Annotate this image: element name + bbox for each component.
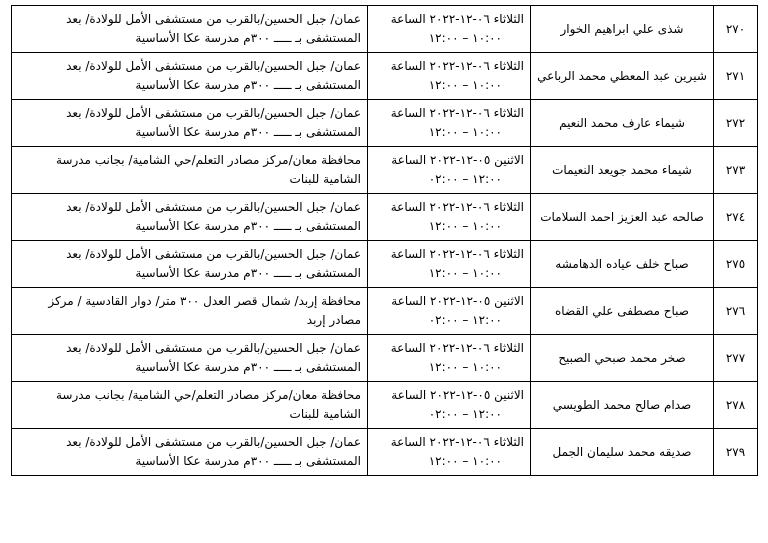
roster-body	[12, 6, 758, 476]
exam-datetime	[368, 335, 531, 382]
location-line-1: محافظة معان/مركز مصادر التعلم/حي الشامية/ بجانب مدرسة	[55, 388, 361, 402]
exam-datetime	[368, 6, 531, 53]
exam-location	[12, 194, 368, 241]
location-line-2: المستشفى بـ ـــــ ٣٠٠م مدرسة عكا الأساسية	[135, 219, 361, 233]
location-line-2: الشامية للبنات	[289, 407, 361, 421]
location-line-2: المستشفى بـ ـــــ ٣٠٠م مدرسة عكا الأساسية	[135, 360, 361, 374]
exam-datetime	[368, 429, 531, 476]
exam-date: الثلاثاء ٠٦-١٢-٢٠٢٢ الساعة	[390, 12, 524, 26]
exam-time: ١٠:٠٠ – ١٢:٠٠	[428, 266, 502, 280]
exam-time: ١٠:٠٠ – ١٢:٠٠	[428, 360, 502, 374]
person-name: صالحه عبد العزيز احمد السلامات	[531, 194, 714, 241]
exam-location	[12, 241, 368, 288]
table-row	[12, 335, 758, 382]
location-line-1: عمان/ جبل الحسين/بالقرب من مستشفى الأمل للولادة/ بعد	[66, 200, 361, 214]
exam-date: الثلاثاء ٠٦-١٢-٢٠٢٢ الساعة	[390, 435, 524, 449]
exam-datetime	[368, 53, 531, 100]
row-number: ٢٧٠	[714, 6, 758, 53]
person-name: شذى علي ابراهيم الخوار	[531, 6, 714, 53]
location-line-2: المستشفى بـ ـــــ ٣٠٠م مدرسة عكا الأساسية	[135, 31, 361, 45]
exam-date: الثلاثاء ٠٦-١٢-٢٠٢٢ الساعة	[390, 341, 524, 355]
row-number: ٢٧٨	[714, 382, 758, 429]
exam-date: الاثنين ٠٥-١٢-٢٠٢٢ الساعة	[391, 388, 524, 402]
exam-time: ١٠:٠٠ – ١٢:٠٠	[428, 125, 502, 139]
location-line-1: عمان/ جبل الحسين/بالقرب من مستشفى الأمل للولادة/ بعد	[66, 341, 361, 355]
person-name: صباح مصطفى علي القضاه	[531, 288, 714, 335]
exam-date: الاثنين ٠٥-١٢-٢٠٢٢ الساعة	[391, 294, 524, 308]
exam-date: الثلاثاء ٠٦-١٢-٢٠٢٢ الساعة	[390, 247, 524, 261]
location-line-1: عمان/ جبل الحسين/بالقرب من مستشفى الأمل للولادة/ بعد	[66, 435, 361, 449]
person-name: شيرين عبد المعطي محمد الرباعي	[531, 53, 714, 100]
exam-location	[12, 429, 368, 476]
location-line-2: المستشفى بـ ـــــ ٣٠٠م مدرسة عكا الأساسية	[135, 125, 361, 139]
exam-location	[12, 382, 368, 429]
location-line-1: عمان/ جبل الحسين/بالقرب من مستشفى الأمل للولادة/ بعد	[66, 12, 361, 26]
table-row	[12, 147, 758, 194]
table-row	[12, 429, 758, 476]
person-name: شيماء عارف محمد النعيم	[531, 100, 714, 147]
location-line-1: عمان/ جبل الحسين/بالقرب من مستشفى الأمل للولادة/ بعد	[66, 59, 361, 73]
exam-time: ١٠:٠٠ – ١٢:٠٠	[428, 454, 502, 468]
person-name: صدام صالح محمد الطويسي	[531, 382, 714, 429]
row-number: ٢٧٩	[714, 429, 758, 476]
exam-date: الثلاثاء ٠٦-١٢-٢٠٢٢ الساعة	[390, 59, 524, 73]
exam-datetime	[368, 100, 531, 147]
location-line-1: عمان/ جبل الحسين/بالقرب من مستشفى الأمل للولادة/ بعد	[66, 247, 361, 261]
table-row	[12, 100, 758, 147]
table-row	[12, 6, 758, 53]
row-number: ٢٧١	[714, 53, 758, 100]
table-row	[12, 382, 758, 429]
person-name: صباح خلف عياده الدهامشه	[531, 241, 714, 288]
location-line-1: محافظة إربد/ شمال قصر العدل ٣٠٠ متر/ دوار القادسية / مركز	[48, 294, 361, 308]
table-row	[12, 288, 758, 335]
exam-datetime	[368, 241, 531, 288]
exam-location	[12, 6, 368, 53]
location-line-2: مصادر إربد	[306, 313, 361, 327]
exam-time: ١٠:٠٠ – ١٢:٠٠	[428, 78, 502, 92]
exam-datetime	[368, 382, 531, 429]
exam-date: الثلاثاء ٠٦-١٢-٢٠٢٢ الساعة	[390, 106, 524, 120]
exam-time: ١٢:٠٠ – ٠٢:٠٠	[428, 313, 502, 327]
location-line-1: محافظة معان/مركز مصادر التعلم/حي الشامية/ بجانب مدرسة	[55, 153, 361, 167]
row-number: ٢٧٣	[714, 147, 758, 194]
row-number: ٢٧٤	[714, 194, 758, 241]
person-name: شيماء محمد جويعد النعيمات	[531, 147, 714, 194]
person-name: صديقه محمد سليمان الجمل	[531, 429, 714, 476]
row-number: ٢٧٦	[714, 288, 758, 335]
exam-datetime	[368, 194, 531, 241]
location-line-2: المستشفى بـ ـــــ ٣٠٠م مدرسة عكا الأساسية	[135, 266, 361, 280]
exam-date: الثلاثاء ٠٦-١٢-٢٠٢٢ الساعة	[390, 200, 524, 214]
exam-location	[12, 147, 368, 194]
exam-date: الاثنين ٠٥-١٢-٢٠٢٢ الساعة	[391, 153, 524, 167]
exam-datetime	[368, 147, 531, 194]
exam-datetime	[368, 288, 531, 335]
row-number: ٢٧٥	[714, 241, 758, 288]
row-number: ٢٧٧	[714, 335, 758, 382]
exam-location	[12, 100, 368, 147]
exam-location	[12, 335, 368, 382]
exam-location	[12, 53, 368, 100]
person-name: صخر محمد صبحي الصبيح	[531, 335, 714, 382]
table-row	[12, 53, 758, 100]
table-row	[12, 241, 758, 288]
exam-location	[12, 288, 368, 335]
location-line-2: الشامية للبنات	[289, 172, 361, 186]
location-line-1: عمان/ جبل الحسين/بالقرب من مستشفى الأمل للولادة/ بعد	[66, 106, 361, 120]
exam-time: ١٠:٠٠ – ١٢:٠٠	[428, 31, 502, 45]
location-line-2: المستشفى بـ ـــــ ٣٠٠م مدرسة عكا الأساسية	[135, 454, 361, 468]
location-line-2: المستشفى بـ ـــــ ٣٠٠م مدرسة عكا الأساسية	[135, 78, 361, 92]
row-number: ٢٧٢	[714, 100, 758, 147]
table-row	[12, 194, 758, 241]
exam-time: ١٠:٠٠ – ١٢:٠٠	[428, 219, 502, 233]
exam-time: ١٢:٠٠ – ٠٢:٠٠	[428, 172, 502, 186]
exam-time: ١٢:٠٠ – ٠٢:٠٠	[428, 407, 502, 421]
roster-table	[11, 5, 758, 476]
